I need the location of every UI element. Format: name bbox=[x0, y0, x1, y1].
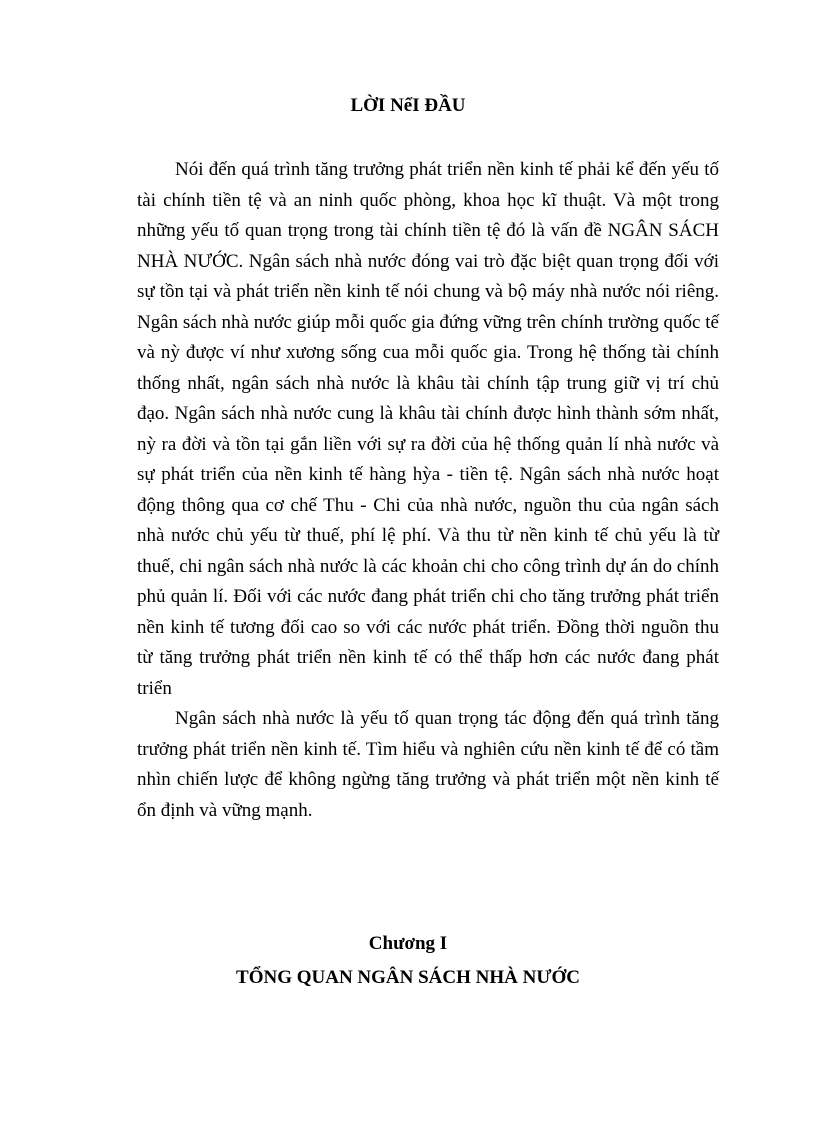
paragraph-1: Nói đến quá trình tăng trưởng phát triển nền kinh tế phải kể đến yếu tố tài chính tiền tệ và an ninh quốc phòng, khoa học kĩ thuật. Và một trong những yếu tố quan trọng trong tài chính tiền tệ đó là vấn đề NGÂN SÁCH NHÀ NƯỚC. Ngân sách nhà nước đóng vai trò đặc biệt quan trọng đối với sự tồn tại và phát triển nền kinh tế nói chung và bộ máy nhà nước nói riêng. Ngân sách nhà nước giúp mỗi quốc gia đứng vững trên chính trường quốc tế và nỳ được ví như xương sống cua mỗi quốc gia. Trong hệ thống tài chính thống nhất, ngân sách nhà nước là khâu tài chính tập trung giữ vị trí chủ đạo. Ngân sách nhà nước cung là khâu tài chính được hình thành sớm nhất, nỳ ra đời và tồn tại gắn liền với sự ra đời của hệ thống quản lí nhà nước và sự phát triển của nền kinh tế hàng hỳa - tiền tệ. Ngân sách nhà nước hoạt động thông qua cơ chế Thu - Chi của nhà nước, nguồn thu của ngân sách nhà nước chủ yếu từ thuế, phí lệ phí. Và thu từ nền kinh tế chủ yếu là từ thuế, chi ngân sách nhà nước là các khoản chi cho công trình dự án do chính phủ quản lí. Đối với các nước đang phát triển chi cho tăng trưởng phát triển nền kinh tế tương đối cao so với các nước phát triển. Đồng thời nguồn thu từ tăng trưởng phát triển nền kinh tế có thể thấp hơn các nước đang phát triển bbox=[137, 159, 719, 699]
chapter-number: Chương I bbox=[368, 933, 448, 954]
body-text bbox=[137, 155, 719, 826]
page-title: LỜI NểI ĐẦU bbox=[350, 95, 466, 116]
paragraph-2: Ngân sách nhà nước là yếu tố quan trọng tác động đến quá trình tăng trưởng phát triển nền kinh tế. Tìm hiểu và nghiên cứu nền kinh tế để có tầm nhìn chiến lược để không ngừng tăng trưởng và phát triển một nền kinh tế ổn định và vững mạnh. bbox=[137, 708, 719, 821]
chapter-title: TỔNG QUAN NGÂN SÁCH NHÀ NƯỚC bbox=[236, 967, 580, 988]
